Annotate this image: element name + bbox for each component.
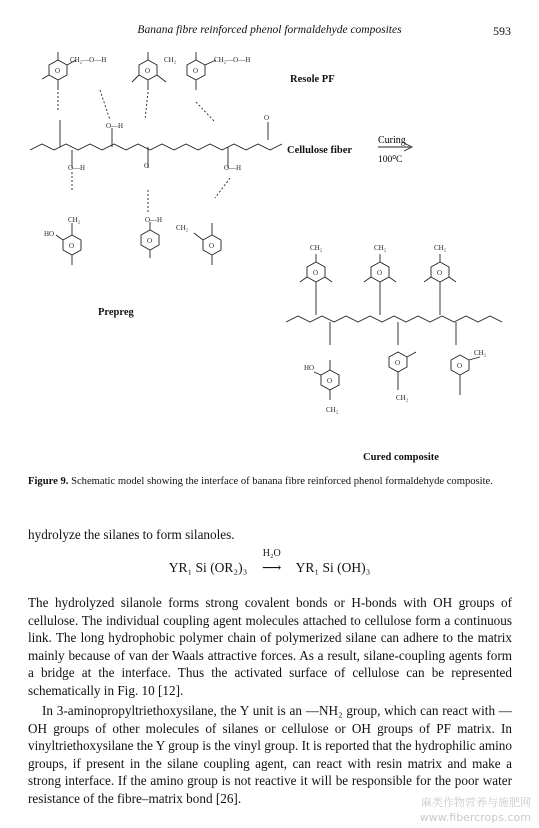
phenol-ring bbox=[194, 223, 221, 265]
cured-cellulose-chain bbox=[286, 316, 502, 322]
running-title: Banana fibre reinforced phenol formaldehyde composites bbox=[137, 24, 402, 36]
label-prepreg: Prepreg bbox=[98, 307, 134, 318]
atom-ch2: CH₂ bbox=[310, 244, 323, 252]
cellulose-chain bbox=[30, 144, 282, 150]
atom-ch2oh: CH₂—O—H bbox=[70, 56, 107, 64]
equation-reagent: H₂O bbox=[262, 548, 281, 559]
label-curing-temperature: 100⁰C bbox=[378, 155, 403, 165]
atom-ch2: CH₂ bbox=[326, 406, 339, 414]
phenol-ring bbox=[187, 52, 216, 90]
atom-o: O bbox=[55, 67, 61, 75]
atom-oh: O—H bbox=[106, 122, 124, 130]
page-number: 593 bbox=[493, 24, 511, 38]
atom-ch2: CH₂ bbox=[176, 224, 189, 232]
label-cellulose-fiber: Cellulose fiber bbox=[287, 145, 353, 156]
atom-ch2: CH₂ bbox=[164, 56, 177, 64]
atom-ch2: CH₂ bbox=[396, 394, 409, 402]
label-resole-pf: Resole PF bbox=[290, 74, 335, 85]
atom-oh: O—H bbox=[68, 164, 86, 172]
atom-o: O bbox=[145, 67, 151, 75]
atom-ch2: CH₂ bbox=[374, 244, 387, 252]
atom-oh: O—H bbox=[224, 164, 242, 172]
equation-left: YR₁ Si (OR₂)₃ bbox=[168, 560, 248, 575]
caption-text: Schematic model showing the interface of banana fibre reinforced phenol formaldehyde composite. bbox=[71, 476, 493, 487]
paragraph-silanole: The hydrolyzed silanole forms strong covalent bonds or H-bonds with OH groups of cellulose. The individual coupling agent molecules attached to cellulose form a continuous link. The long hydrophobic polymer chain of polymerized silane can adhere to the matrix mainly because of van der Waals attractive forces. As a result, silane-coupling agents form a bridge at the interface. Thus the activated surface of cellulose can be represented schematically in Fig. 10 [12]. bbox=[28, 595, 512, 698]
caption-label: Figure 9. bbox=[28, 476, 69, 487]
atom-ho: HO bbox=[44, 230, 55, 238]
atom-o: O bbox=[144, 162, 150, 170]
paragraph-aminopropyl: In 3-aminopropyltriethoxysilane, the Y unit is an —NH₂ group, which can react with —OH groups of other molecules of silanes or cellulose or OH groups of PF matrix. In vinyltriethoxysilane the Y group is the vinyl group. It is reported that the hydrophilic amino groups, if present in the silane coupling agent, can react with resin matrix and make a strong interface. If the amino group is not reactive it will be responsible for the poor water resistance of the fibre–matrix bond [26]. bbox=[28, 703, 512, 806]
atom-o: O bbox=[457, 362, 463, 370]
phenol-ring bbox=[451, 355, 480, 395]
atom-o: O bbox=[327, 377, 333, 385]
watermark-site-name: 麻类作物营养与施肥网 bbox=[421, 796, 531, 809]
atom-oh: O—H bbox=[145, 216, 163, 224]
atom-ch2: CH₂ bbox=[434, 244, 447, 252]
label-cured-composite: Cured composite bbox=[363, 452, 439, 463]
atom-o: O bbox=[377, 269, 383, 277]
atom-o: O bbox=[209, 242, 215, 250]
atom-ho: HO bbox=[304, 364, 315, 372]
paragraph-intro: hydrolyze the silanes to form silanoles. bbox=[28, 527, 235, 542]
equation-right: YR₁ Si (OH)₃ bbox=[295, 560, 371, 575]
label-curing: Curing bbox=[378, 135, 406, 146]
atom-o: O bbox=[147, 237, 153, 245]
atom-o: O bbox=[313, 269, 319, 277]
atom-o: O bbox=[437, 269, 443, 277]
figure-caption bbox=[28, 474, 514, 489]
equation-arrow: ⟶ bbox=[262, 560, 282, 575]
phenol-ring bbox=[389, 352, 416, 390]
watermark-url: www.fibercrops.com bbox=[419, 811, 531, 824]
hydrolysis-equation bbox=[0, 548, 539, 576]
figure-9-schematic bbox=[0, 40, 539, 470]
atom-ch2oh: CH₂—O—H bbox=[214, 56, 251, 64]
atom-o: O bbox=[395, 359, 401, 367]
atom-o: O bbox=[264, 114, 270, 122]
atom-ch2: CH₂ bbox=[68, 216, 81, 224]
atom-ch2: CH₂ bbox=[474, 349, 487, 357]
atom-o: O bbox=[69, 242, 75, 250]
atom-o: O bbox=[193, 67, 199, 75]
